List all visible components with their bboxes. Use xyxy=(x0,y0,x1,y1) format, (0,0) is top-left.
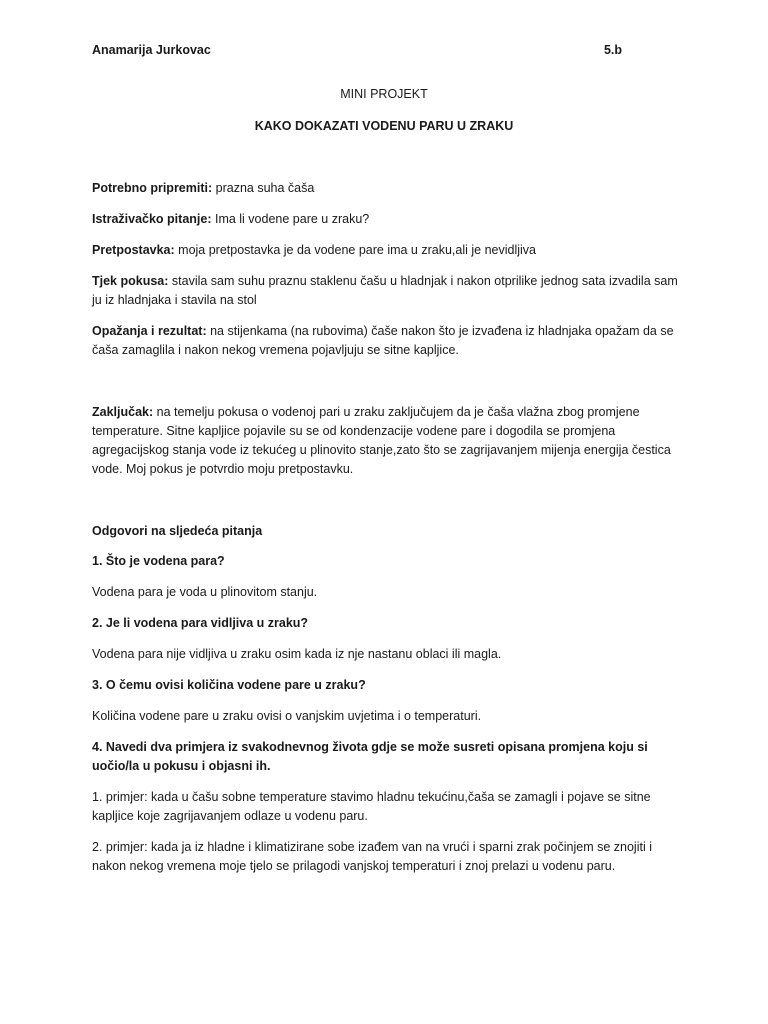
section-text: stavila sam suhu praznu staklenu čašu u hladnjak i nakon otprilike jednog sata izvadila sam ju iz hladnjaka i stavila na stol xyxy=(92,274,678,307)
section-zakljucak xyxy=(92,403,682,479)
answer-4-example-2: 2. primjer: kada ja iz hladne i klimatizirane sobe izađem van na vrući i sparni zrak počinjem se znojiti i nakon nekog vremena moje tjelo se prilagodi vanjskoj temperaturi i znoj prelazi u vodenu paru. xyxy=(92,840,652,873)
section-text: na temelju pokusa o vodenoj pari u zraku zaključujem da je čaša vlažna zbog promjene temperature. Sitne kapljice pojavile su se od kondenzacije vodene pare i dogodila se promjena agregacijskog stanja vode iz tekućeg u plinovito stanje,zato što se zagrijavanjem mijenja energija čestica vode. Moj pokus je potvrdio moju pretpostavku. xyxy=(92,405,671,476)
section-text: na stijenkama (na rubovima) čaše nakon što je izvađena iz hladnjaka opažam da se čaša zamaglila i nakon nekog vremena pojavljuju se sitne kapljice. xyxy=(92,324,674,357)
answer-2: Vodena para nije vidljiva u zraku osim kada iz nje nastanu oblaci ili magla. xyxy=(92,647,502,661)
section-label: Pretpostavka: xyxy=(92,243,175,257)
questions-heading: Odgovori na sljedeća pitanja xyxy=(92,524,263,538)
question-2: 2. Je li vodena para vidljiva u zraku? xyxy=(92,616,309,630)
class-label: 5.b xyxy=(603,43,622,57)
section-tijek xyxy=(92,272,682,310)
question-4: 4. Navedi dva primjera iz svakodnevnog života gdje se može susreti opisana promjena koju si uočio/la u pokusu i objasni ih. xyxy=(92,740,648,773)
document-header xyxy=(92,43,622,57)
section-opazanja xyxy=(92,322,682,360)
section-label: Tjek pokusa: xyxy=(92,274,169,288)
section-label: Istraživačko pitanje: xyxy=(92,212,212,226)
section-text: prazna suha čaša xyxy=(212,181,315,195)
section-label: Opažanja i rezultat: xyxy=(92,324,207,338)
answer-3: Količina vodene pare u zraku ovisi o vanjskim uvjetima i o temperaturi. xyxy=(92,709,482,723)
answer-4-example-1: 1. primjer: kada u čašu sobne temperature stavimo hladnu tekućinu,čaša se zamagli i pojave se sitne kapljice koje zagrijavanjem odlaze u vodenu paru. xyxy=(92,790,651,823)
section-pripremiti xyxy=(92,179,682,198)
section-label: Potrebno pripremiti: xyxy=(92,181,213,195)
section-text: Ima li vodene pare u zraku? xyxy=(211,212,370,226)
section-text: moja pretpostavka je da vodene pare ima u zraku,ali je nevidljiva xyxy=(174,243,536,257)
answer-1: Vodena para je voda u plinovitom stanju. xyxy=(92,585,318,599)
document-title: MINI PROJEKT xyxy=(340,87,428,101)
author-name: Anamarija Jurkovac xyxy=(92,43,211,57)
section-pitanje xyxy=(92,210,682,229)
question-3: 3. O čemu ovisi količina vodene pare u zraku? xyxy=(92,678,366,692)
section-pretpostavka xyxy=(92,241,682,260)
section-label: Zaključak: xyxy=(92,405,154,419)
question-1: 1. Što je vodena para? xyxy=(92,554,225,568)
document-subtitle: KAKO DOKAZATI VODENU PARU U ZRAKU xyxy=(254,119,514,133)
